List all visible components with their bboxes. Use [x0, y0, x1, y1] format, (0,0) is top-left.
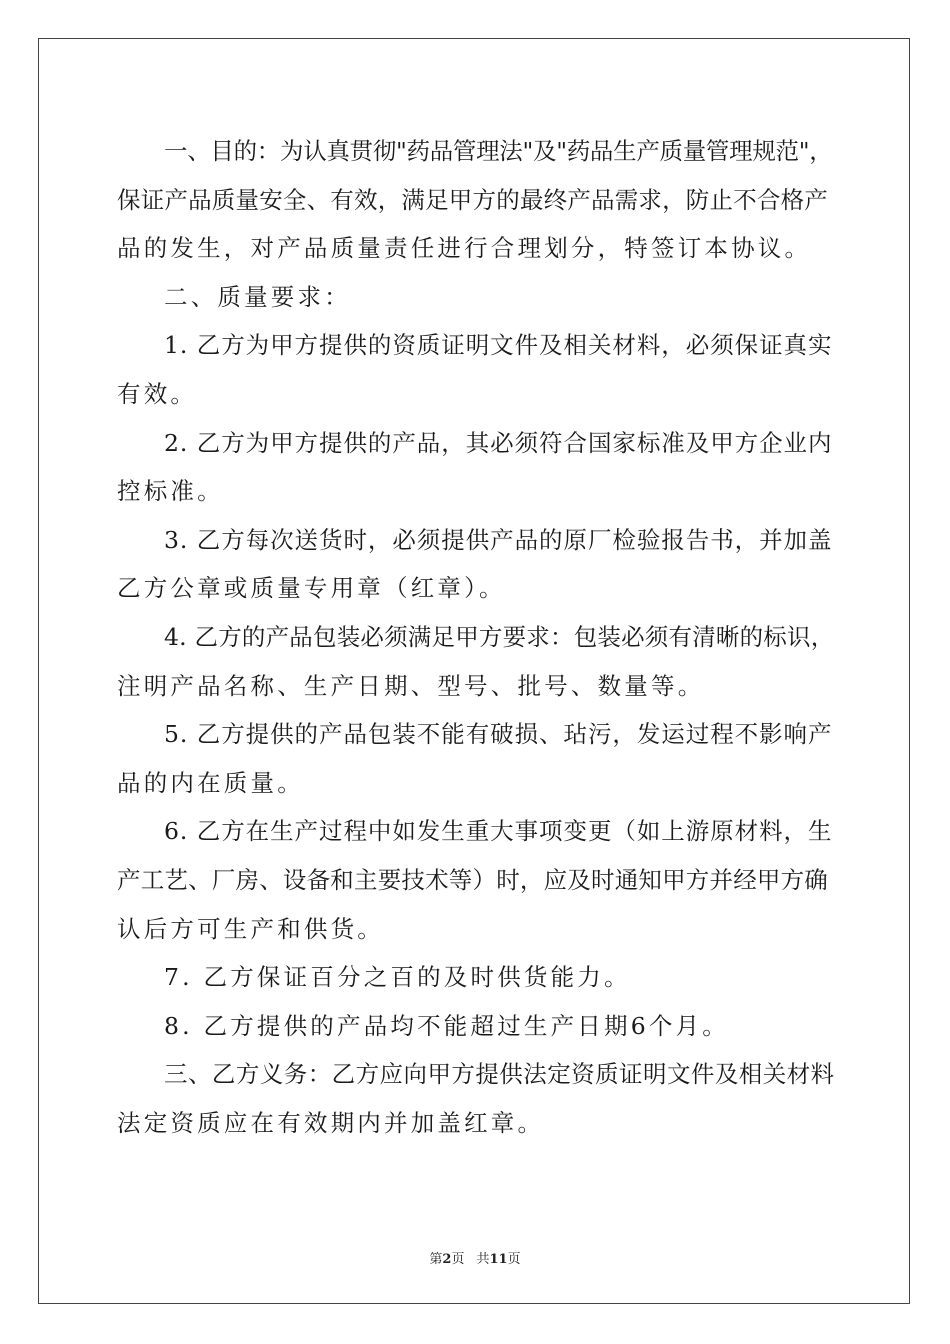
page-current: 2	[442, 1252, 452, 1267]
text-line: 保证产品质量安全、有效，满足甲方的最终产品需求，防止不合格产	[117, 185, 828, 214]
clause-1	[117, 321, 835, 418]
clause-2	[117, 419, 835, 516]
text-line: 法定资质应在有效期内并加盖红章。	[117, 1108, 545, 1137]
text-line: 8. 乙方提供的产品均不能超过生产日期6个月。	[164, 1011, 729, 1040]
text-line: 5. 乙方提供的产品包装不能有破损、玷污，发运过程不影响产	[164, 720, 833, 749]
clause-4	[117, 613, 835, 710]
clause-6	[117, 807, 835, 953]
total-prefix: 共	[476, 1252, 490, 1267]
page-suffix: 页	[451, 1252, 465, 1267]
page-footer	[0, 1248, 950, 1267]
total-suffix: 页	[507, 1252, 521, 1267]
text-line: 4. 乙方的产品包装必须满足甲方要求：包装必须有清晰的标识，	[164, 622, 835, 651]
text-line: 品的内在质量。	[117, 768, 304, 797]
text-line: 一、目的：为认真贯彻"药品管理法"及"药品生产质量管理规范"，	[164, 137, 833, 165]
clause-8	[117, 1002, 835, 1051]
text-line: 有效。	[117, 379, 198, 408]
paragraph-purpose	[117, 127, 835, 273]
text-line: 控标准。	[117, 477, 224, 506]
text-line: 品的发生，对产品质量责任进行合理划分，特签订本协议。	[117, 234, 812, 263]
text-line: 产工艺、厂房、设备和主要技术等）时，应及时通知甲方并经甲方确	[117, 865, 828, 894]
text-line: 注明产品名称、生产日期、型号、批号、数量等。	[117, 671, 705, 700]
clause-3	[117, 516, 835, 613]
text-line: 乙方公章或质量专用章（红章）。	[117, 574, 506, 603]
paragraph-obligations	[117, 1050, 835, 1147]
text-line: 二、质量要求：	[164, 282, 351, 311]
page-prefix: 第	[429, 1252, 443, 1267]
heading-quality-requirements	[117, 273, 835, 322]
clause-7	[117, 953, 835, 1002]
text-line: 2. 乙方为甲方提供的产品，其必须符合国家标准及甲方企业内	[164, 428, 833, 457]
text-line: 3. 乙方每次送货时，必须提供产品的原厂检验报告书，并加盖	[164, 525, 833, 554]
text-line: 6. 乙方在生产过程中如发生重大事项变更（如上游原材料，生	[164, 817, 833, 846]
document-body	[117, 127, 835, 1147]
text-line: 认后方可生产和供货。	[117, 914, 384, 943]
text-line: 1. 乙方为甲方提供的资质证明文件及相关材料，必须保证真实	[164, 331, 833, 360]
text-line: 三、乙方义务：乙方应向甲方提供法定资质证明文件及相关材料	[164, 1060, 835, 1089]
clause-5	[117, 710, 835, 807]
text-line: 7. 乙方保证百分之百的及时供货能力。	[164, 963, 631, 992]
page-total: 11	[489, 1252, 508, 1267]
